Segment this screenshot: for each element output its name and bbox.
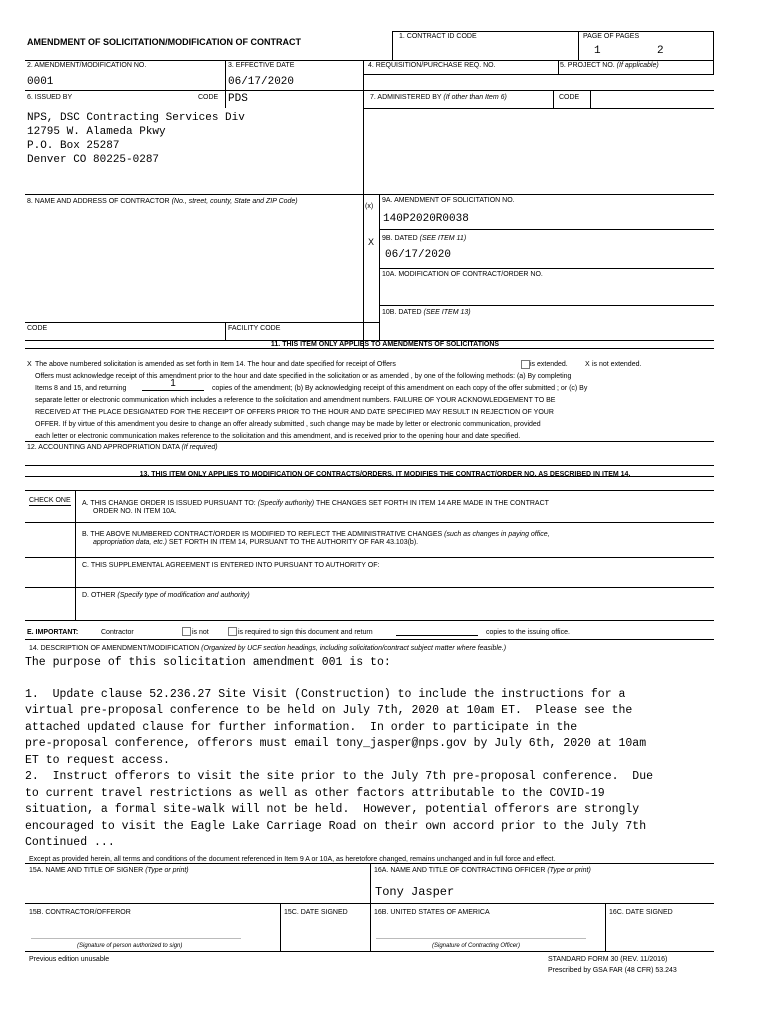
page-number: 1 [594,45,601,57]
contractor-label [27,197,298,206]
item-13-c-line: C. THIS SUPPLEMENTAL AGREEMENT IS ENTERED INTO PURSUANT TO AUTHORITY OF: [82,562,380,569]
signer-hint: (Type or print) [145,867,189,874]
previous-edition-note: Previous edition unusable [29,956,110,963]
important-is-required: is required to sign this document and return [238,629,373,636]
description-line-6: pre-proposal conference, offerors must email tony_jasper@nps.gov by July 6th, 2020 at 10am [25,737,647,750]
dated-10b-text: 10B. DATED [382,309,422,316]
description-line-9: to current travel restrictions as well as other factors attributable to the COVID-19 [25,787,605,800]
item-13-a-line-2: ORDER NO. IN ITEM 10A. [93,508,177,515]
item-11-line-5: RECEIVED AT THE PLACE DESIGNATED FOR THE RECEIPT OF OFFERS PRIOR TO THE HOUR AND DATE SPECIFIED MAY RESULT IN REJECTION OF YOUR [35,409,554,416]
item-14-hint: (Organized by UCF section headings, including solicitation/contract subject matter where feasible.) [201,645,507,652]
contractor-text: 8. NAME AND ADDRESS OF CONTRACTOR [27,198,170,205]
total-pages: 2 [657,45,664,57]
standard-form-label: STANDARD FORM 30 (REV. 11/2016) [548,956,668,963]
check-one-label: CHECK ONE [29,497,71,504]
important-contractor: Contractor [101,629,134,636]
dated-10b-label [382,308,471,317]
accounting-text: 12. ACCOUNTING AND APPROPRIATION DATA [27,444,180,451]
accounting-hint: (If required) [181,444,218,451]
description-line-4: virtual pre-proposal conference to be held on July 7th, 2020 at 10am ET. Please see the [25,704,633,717]
item-13-d-hint: (Specify type of modification and authority) [117,592,250,599]
important-label: E. IMPORTANT: [27,629,79,636]
issued-by-code-value: PDS [228,93,248,105]
important-is-not: is not [192,629,209,636]
issuer-address-line-3: P.O. Box 25287 [27,140,120,152]
signer-text: 15A. NAME AND TITLE OF SIGNER [29,867,144,874]
effective-date-value: 06/17/2020 [228,76,295,88]
date-signed-16c-label: 16C. DATE SIGNED [609,909,673,916]
dated-9b-text: 9B. DATED [382,235,418,242]
item-13-a-tail: THE CHANGES SET FORTH IN ITEM 14 ARE MADE IN THE CONTRACT [315,500,549,507]
issued-by-code-label: CODE [198,94,219,101]
description-line-3: 1. Update clause 52.236.27 Site Visit (Construction) to include the instructions for a [25,688,626,701]
dated-9b-hint: (SEE ITEM 11) [419,235,467,242]
item-13-b-tail: SET FORTH IN ITEM 14, PURSUANT TO THE AUTHORITY OF FAR 43.103(b). [168,539,419,546]
item-13-d-text: D. OTHER [82,592,116,599]
dated-9b-label [382,234,466,243]
return-copies-field[interactable] [396,626,478,636]
item-11-line-3b: copies of the amendment; (b) By acknowledging receipt of this amendment on each copy of the offer submitted ; or (c) By [212,385,588,392]
description-line-8: 2. Instruct offerors to visit the site prior to the July 7th pre-proposal conference. Due [25,770,654,783]
page-of-pages-label: PAGE OF PAGES [583,33,640,40]
description-line-7: ET to request access. [25,754,170,767]
contract-id-label: 1. CONTRACT ID CODE [399,33,477,40]
copies-field[interactable] [142,378,204,391]
contractor-code-label: CODE [27,325,48,332]
description-line-1: The purpose of this solicitation amendment 001 is to: [25,656,391,669]
amendment-no-value: 0001 [27,76,54,88]
item-14-text: 14. DESCRIPTION OF AMENDMENT/MODIFICATION [29,645,200,652]
description-line-11: encouraged to visit the Eagle Lake Carriage Road on their own accord prior to the July 7th [25,820,647,833]
issued-by-label: 6. ISSUED BY [27,94,73,101]
administered-by-text: 7. ADMINISTERED BY [370,94,442,101]
is-not-extended-text: is not extended. [592,361,642,368]
item-13-a-text: A. THIS CHANGE ORDER IS ISSUED PURSUANT TO: [82,500,256,507]
facility-code-label: FACILITY CODE [228,325,281,332]
item-13-b-hint-1: (such as changes in paying office, [444,531,550,538]
contractor-signature-line[interactable] [31,938,241,939]
is-extended-checkbox[interactable] [521,360,530,369]
project-no-label [560,61,659,70]
item-11-line-6: OFFER. If by virtue of this amendment you desire to change an offer already submitted , such change may be made by letter or electronic communication, provided [35,421,541,428]
item-11-line-2: Offers must acknowledge receipt of this amendment prior to the hour and date specified in the solicitation or as amended , by one of the following methods: (a) By completing [35,373,572,380]
is-not-checkbox[interactable] [182,627,191,636]
contractor-offeror-label: 15B. CONTRACTOR/OFFEROR [29,909,131,916]
form-title: AMENDMENT OF SOLICITATION/MODIFICATION OF CONTRACT [27,37,301,47]
amendment-solicitation-value: 140P2020R0038 [383,213,469,225]
signer-label [29,866,189,875]
item-11-line-3a: Items 8 and 15, and returning [35,385,127,392]
date-signed-15c-label: 15C. DATE SIGNED [284,909,348,916]
item-13-a-hint: (Specify authority) [257,500,315,507]
item-14-label [29,644,506,653]
officer-name: Tony Jasper [375,885,455,899]
copies-value: 1 [170,378,176,389]
not-extended-check[interactable]: X [585,361,590,368]
officer-signature-line[interactable] [376,938,586,939]
administered-by-hint: (If other than Item 6) [443,94,507,101]
dated-9b-value: 06/17/2020 [385,249,452,261]
item-11-line-4: separate letter or electronic communication which includes a reference to the solicitation and amendment numbers. FAILURE OF YOUR ACKNOWLEDGEMENT TO BE [35,397,556,404]
item-13-b-text: B. THE ABOVE NUMBERED CONTRACT/ORDER IS MODIFIED TO REFLECT THE ADMINISTRATIVE CHANGES [82,531,443,538]
description-line-12: Continued ... [25,836,115,849]
project-no-hint: (If applicable) [616,62,659,69]
officer-hint: (Type or print) [547,867,591,874]
prescribed-label: Prescribed by GSA FAR (48 CFR) 53.243 [548,967,677,974]
officer-text: 16A. NAME AND TITLE OF CONTRACTING OFFICER [374,867,546,874]
amendment-solicitation-label: 9A. AMENDMENT OF SOLICITATION NO. [382,197,515,204]
important-copies-tail: copies to the issuing office. [486,629,570,636]
is-extended-text: is extended. [530,361,568,368]
item-13-b-hint-2: appropriation data, etc.) [93,539,167,546]
administered-by-label [370,93,507,102]
officer-label [374,866,591,875]
accounting-label [27,443,218,452]
effective-date-label: 3. EFFECTIVE DATE [228,62,295,69]
item-11-heading: 11. THIS ITEM ONLY APPLIES TO AMENDMENTS OF SOLICITATIONS [270,341,500,348]
contractor-hint: (No., street, county, State and ZIP Code) [171,198,298,205]
issuer-address-line-2: 12795 W. Alameda Pkwy [27,126,166,138]
mark-9b: X [368,237,375,247]
x-column-label: (x) [365,203,374,210]
dated-10b-hint: (SEE ITEM 13) [423,309,471,316]
amendment-no-label: 2. AMENDMENT/MODIFICATION NO. [27,62,147,69]
item-13-b-line-2 [93,538,418,548]
item-13-heading: 13. THIS ITEM ONLY APPLIES TO MODIFICATION OF CONTRACTS/ORDERS. IT MODIFIES THE CONTRACT/ORDER NO. AS DESCRIBED IN ITEM 14. [139,471,631,478]
modification-10a-label: 10A. MODIFICATION OF CONTRACT/ORDER NO. [382,271,543,278]
signature-person-caption: (Signature of person authorized to sign) [77,943,183,949]
usa-label: 16B. UNITED STATES OF AMERICA [374,909,490,916]
description-line-5: attached updated clause for further information. In order to participate in the [25,721,578,734]
item-11-check: X [27,361,32,368]
signature-officer-caption: (Signature of Contracting Officer) [432,943,521,949]
description-line-10: situation, a formal site-walk will not be held. However, potential offerors are strongly [25,803,640,816]
administered-code-label: CODE [559,94,580,101]
item-13-d-line [82,591,250,601]
issuer-address-line-1: NPS, DSC Contracting Services Div [27,112,245,124]
except-text: Except as provided herein, all terms and conditions of the document referenced in Item 9 A or 10A, as heretofore changed, remains unchanged and in full force and effect. [29,856,556,863]
is-required-checkbox[interactable] [228,627,237,636]
issuer-address-line-4: Denver CO 80225-0287 [27,154,160,166]
project-no-text: 5. PROJECT NO. [560,62,615,69]
item-11-line-7: each letter or electronic communication makes reference to the solicitation and this amendment, and is received prior to the opening hour and date specified. [35,433,521,440]
item-11-line-1: The above numbered solicitation is amended as set forth in Item 14. The hour and date specified for receipt of Offers [35,361,396,368]
requisition-label: 4. REQUISITION/PURCHASE REQ. NO. [368,62,496,69]
